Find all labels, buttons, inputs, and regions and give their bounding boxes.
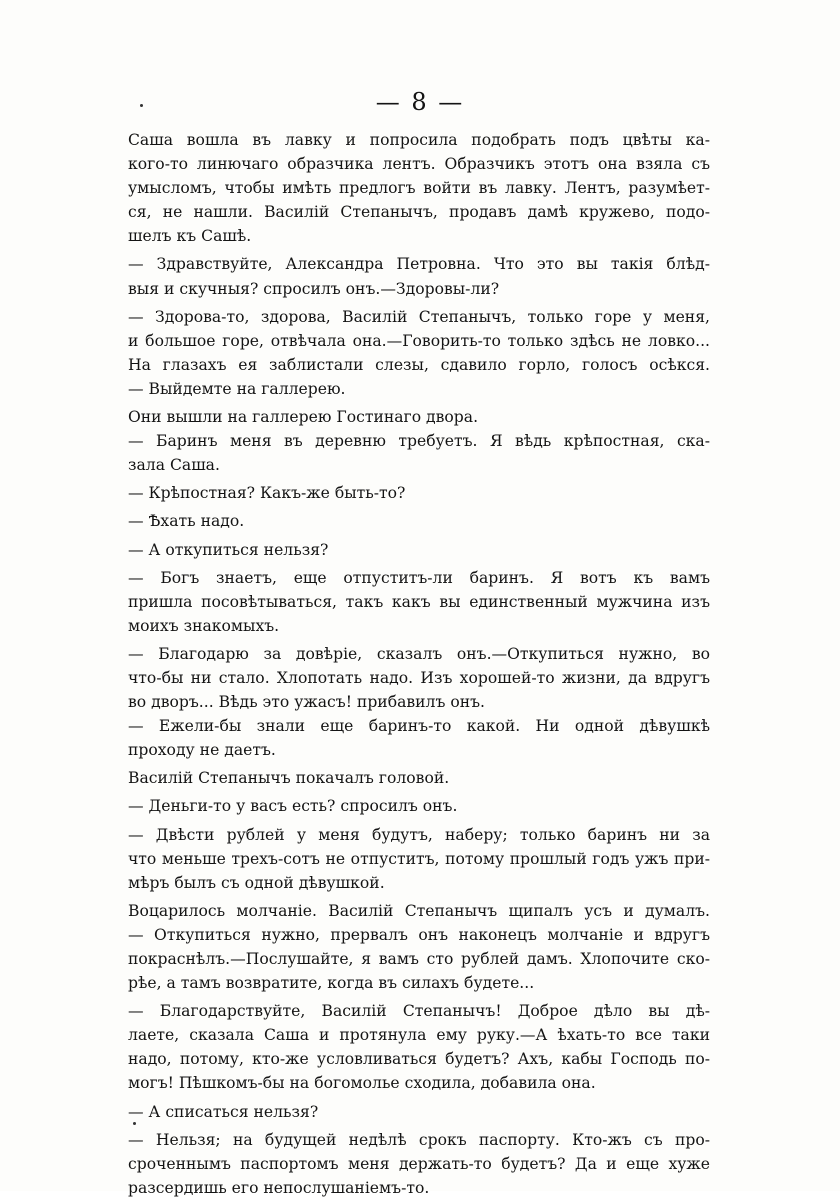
text-line: могъ! Пѣшкомъ-бы на богомолье сходила, добавила она. [128,1074,596,1093]
text-line: Они вышли на галлерею Гостинаго двора. [128,408,479,427]
ink-speck [140,104,143,107]
text-line: покраснѣлъ.—Послушайте, я вамъ сто рублей дамъ. Хлопочите ско- [128,950,710,968]
text-line: — Благодарствуйте, Василій Степанычъ! Доброе дѣло вы дѣ- [128,1002,710,1021]
text-line: — Богъ знаетъ, еще отпуститъ-ли баринъ. Я вотъ къ вамъ [128,568,710,587]
text-line: кого-то линючаго образчика лентъ. Образчикъ этотъ она взяла съ [128,155,710,174]
text-line: — Выйдемте на галлерею. [128,379,346,398]
text-line: — Деньги-то у васъ есть? спросилъ онъ. [128,797,458,816]
text-line: — Здорова-то, здорова, Василій Степанычъ, только горе у меня, [128,307,710,326]
text-line: мѣръ былъ съ одной дѣвушкой. [128,873,385,892]
text-line: разсердишь его непослушаніемъ-то. [128,1178,430,1197]
text-line: надо, потому, кто-же условливаться будетъ? Ахъ, кабы Господь по- [128,1050,710,1069]
text-line: На глазахъ ея заблистали слезы, сдавило горло, голосъ осѣкся. [128,355,710,374]
text-line: сроченнымъ паспортомъ меня держать-то будетъ? Да и еще хуже [128,1154,710,1173]
text-line: пришла посовѣтываться, такъ какъ вы единственный мужчина изъ [128,592,710,611]
text-line: ся, не нашли. Василій Степанычъ, продавъ дамѣ кружево, подо- [128,203,710,222]
text-line: шелъ къ Сашѣ. [128,227,252,246]
text-line: — Ежели-бы знали еще баринъ-то какой. Ни одной дѣвушкѣ [128,717,710,736]
text-line: во дворъ... Вѣдь это ужасъ! прибавилъ онъ. [128,693,486,712]
text-line: зала Саша. [128,456,220,475]
text-line: Воцарилось молчаніе. Василій Степанычъ щипалъ усъ и думалъ. [128,901,710,920]
text-line: — Двѣсти рублей у меня будутъ, наберу; только баринъ ни за [128,825,710,844]
text-line: — Благодарю за довѣріе, сказалъ онъ.—Откупиться нужно, во [128,644,710,663]
body-text [128,128,710,1200]
text-line: — А откупиться нельзя? [128,540,329,559]
text-line: выя и скучныя? спросилъ онъ.—Здоровы-ли? [128,279,500,298]
text-line: Саша вошла въ лавку и попросила подобрать подъ цвѣты ка- [128,131,710,149]
text-line: моихъ знакомыхъ. [128,616,280,635]
text-line: и большое горе, отвѣчала она.—Говорить-то только здѣсь не ловко... [128,331,710,350]
text-line: — А списаться нельзя? [128,1102,319,1121]
text-line: — Откупиться нужно, прервалъ онъ наконецъ молчаніе и вдругъ [128,925,710,944]
page-number: — 8 — [375,88,465,116]
text-line: — Здравствуйте, Александра Петровна. Что это вы такія блѣд- [128,255,710,274]
text-line: лаете, сказала Саша и протянула ему руку.—А ѣхать-то все таки [128,1026,710,1045]
text-line: проходу не даетъ. [128,741,276,760]
text-line: что меньше трехъ-сотъ не отпуститъ, потому прошлый годъ ужъ при- [128,849,710,868]
text-line: — Нельзя; на будущей недѣлѣ срокъ паспорту. Кто-жъ съ про- [128,1130,710,1149]
text-line: что-бы ни стало. Хлопотать надо. Изъ хорошей-то жизни, да вдругъ [128,668,710,687]
text-line: — Баринъ меня въ деревню требуетъ. Я вѣдь крѣпостная, ска- [128,432,710,451]
text-line: рѣе, а тамъ возвратите, когда въ силахъ будете... [128,974,535,993]
text-line: Василій Степанычъ покачалъ головой. [128,769,450,788]
text-line: — Крѣпостная? Какъ-же быть-то? [128,484,406,503]
text-line: умысломъ, чтобы имѣть предлогъ войти въ лавку. Лентъ, разумѣет- [128,179,710,198]
text-line: — Ѣхать надо. [128,512,245,531]
